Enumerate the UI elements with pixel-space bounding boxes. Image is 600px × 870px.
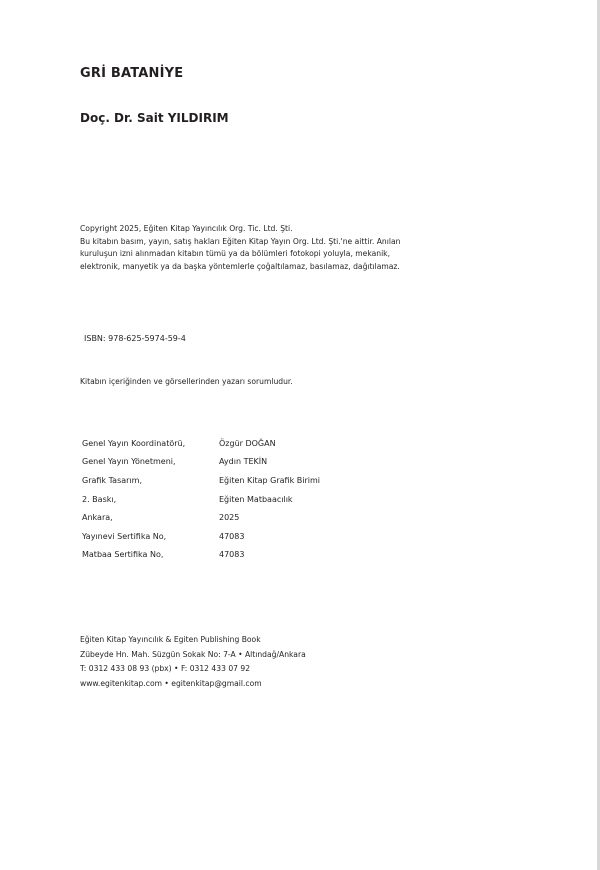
credits-row	[82, 471, 320, 490]
credit-value: 47083	[219, 531, 245, 541]
publisher-info	[80, 633, 306, 692]
copyright-line: elektronik, manyetik ya da başka yöntemlerle çoğaltılamaz, basılamaz, dağıtılamaz.	[80, 261, 400, 271]
credits-row	[82, 490, 320, 509]
credit-role: Grafik Tasarım,	[82, 475, 142, 485]
credit-role: 2. Baskı,	[82, 494, 117, 504]
credit-value: 2025	[219, 513, 240, 523]
isbn: ISBN: 978-625-5974-59-4	[84, 334, 186, 343]
credit-value: Eğiten Kitap Grafik Birimi	[219, 475, 320, 485]
credit-value: Özgür DOĞAN	[219, 438, 276, 448]
responsibility-note: Kitabın içeriğinden ve görsellerinden yazarı sorumludur.	[80, 377, 293, 386]
credit-role: Genel Yayın Yönetmeni,	[82, 457, 176, 467]
credit-role: Matbaa Sertifika No,	[82, 550, 164, 560]
credits-row	[82, 546, 320, 565]
publisher-web: www.egitenkitap.com • egitenkitap@gmail.com	[80, 679, 262, 689]
credits-row	[82, 508, 320, 527]
credit-value: Aydın TEKİN	[219, 457, 268, 467]
credit-role: Genel Yayın Koordinatörü,	[82, 438, 186, 448]
copyright-line: Copyright 2025, Eğiten Kitap Yayıncılık Org. Tic. Ltd. Şti.	[80, 224, 293, 233]
book-author: Doç. Dr. Sait YILDIRIM	[80, 111, 229, 125]
publisher-phone: T: 0312 433 08 93 (pbx) • F: 0312 433 07 92	[80, 664, 251, 674]
credits-table	[82, 434, 320, 564]
credit-value: 47083	[219, 550, 245, 560]
copyright-notice	[80, 223, 500, 273]
publisher-name: Eğiten Kitap Yayıncılık & Egiten Publishing Book	[80, 635, 261, 644]
credit-value: Eğiten Matbaacılık	[219, 494, 293, 504]
credit-role: Yayınevi Sertifika No,	[82, 531, 167, 541]
credits-row	[82, 453, 320, 472]
copyright-line: Bu kitabın basım, yayın, satış hakları Eğiten Kitap Yayın Org. Ltd. Şti.'ne aittir. Anılan	[80, 236, 401, 246]
credits-row	[82, 434, 320, 453]
copyright-line: kuruluşun izni alınmadan kitabın tümü ya da bölümleri fotokopi yoluyla, mekanik,	[80, 249, 390, 259]
publisher-address: Zübeyde Hn. Mah. Süzgün Sokak No: 7-A • Altındağ/Ankara	[80, 649, 306, 659]
credits-row	[82, 527, 320, 546]
book-title: GRİ BATANİYE	[80, 66, 184, 81]
credit-role: Ankara,	[82, 513, 113, 523]
